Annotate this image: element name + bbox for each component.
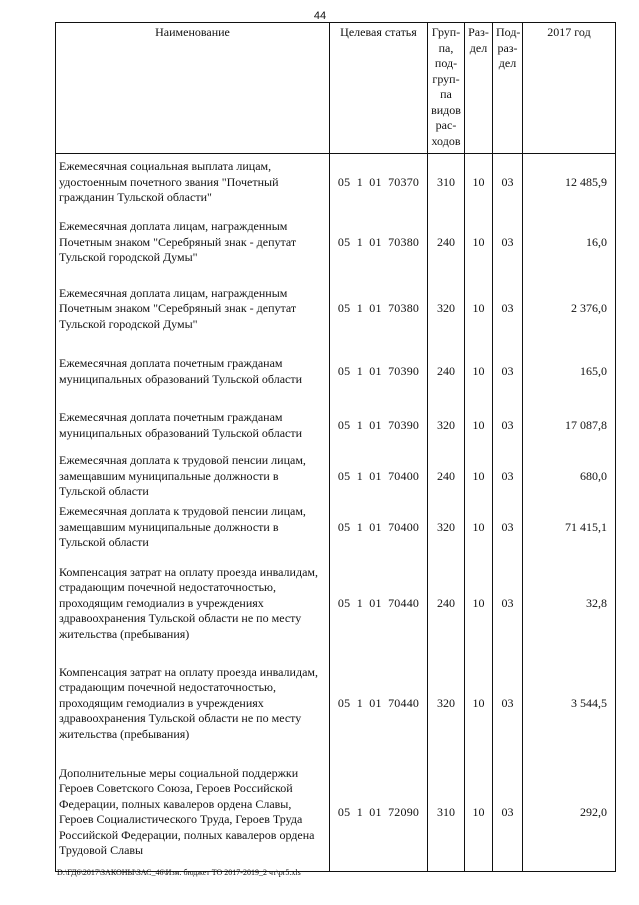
file-path-footer: D:\ГД6\2017\ЗАКОНЫ\ЗАС_46\Изм. бюджет ТО 2017-2019_2 чт\pr5.xls — [57, 868, 301, 877]
header-year: 2017 год — [523, 23, 616, 154]
header-name: Наименование — [56, 23, 330, 154]
table-row — [56, 754, 616, 872]
row-name: Ежемесячная социальная выплата лицам, удостоенным почетного звания "Почетный гражданин Тульской области" — [56, 154, 330, 211]
row-name: Компенсация затрат на оплату проезда инвалидам, страдающим почечной недостаточностью, проходящим гемодиализ в учреждениях здравоохранения Тульской области не по месту жительства (пребывания) — [56, 554, 330, 654]
row-section: 10 — [465, 211, 493, 275]
row-group: 240 — [428, 554, 465, 654]
header-target: Целевая статья — [330, 23, 428, 154]
row-section: 10 — [465, 275, 493, 344]
row-section: 10 — [465, 344, 493, 400]
table-row — [56, 154, 616, 211]
row-subsection: 03 — [493, 275, 523, 344]
row-subsection: 03 — [493, 654, 523, 754]
row-code: 05 1 01 70400 — [330, 502, 428, 554]
row-section: 10 — [465, 654, 493, 754]
row-amount: 71 415,1 — [523, 502, 616, 554]
row-name: Дополнительные меры социальной поддержки Героев Советского Союза, Героев Российской Федерации, полных кавалеров ордена Славы, Героев Социалистического Труда, Героев Труда Российской Федерации, полных кавалеров ордена Трудовой Славы — [56, 754, 330, 872]
table-row — [56, 452, 616, 502]
row-group: 310 — [428, 154, 465, 211]
row-code: 05 1 01 70440 — [330, 554, 428, 654]
row-subsection: 03 — [493, 502, 523, 554]
row-code: 05 1 01 72090 — [330, 754, 428, 872]
row-amount: 292,0 — [523, 754, 616, 872]
row-subsection: 03 — [493, 344, 523, 400]
row-name: Ежемесячная доплата почетным гражданам муниципальных образований Тульской области — [56, 344, 330, 400]
row-name: Ежемесячная доплата к трудовой пенсии лицам, замещавшим муниципальные должности в Тульской области — [56, 502, 330, 554]
row-code: 05 1 01 70380 — [330, 211, 428, 275]
row-name: Компенсация затрат на оплату проезда инвалидам, страдающим почечной недостаточностью, проходящим гемодиализ в учреждениях здравоохранения Тульской области не по месту жительства (пребывания) — [56, 654, 330, 754]
row-amount: 12 485,9 — [523, 154, 616, 211]
row-amount: 16,0 — [523, 211, 616, 275]
row-group: 320 — [428, 654, 465, 754]
table-row — [56, 211, 616, 275]
table-row — [56, 554, 616, 654]
table-row — [56, 654, 616, 754]
row-code: 05 1 01 70400 — [330, 452, 428, 502]
row-section: 10 — [465, 400, 493, 452]
row-subsection: 03 — [493, 400, 523, 452]
row-code: 05 1 01 70390 — [330, 344, 428, 400]
header-subsection: Под- раз- дел — [493, 23, 523, 154]
row-subsection: 03 — [493, 211, 523, 275]
row-group: 320 — [428, 400, 465, 452]
row-amount: 3 544,5 — [523, 654, 616, 754]
row-subsection: 03 — [493, 452, 523, 502]
row-group: 240 — [428, 452, 465, 502]
row-section: 10 — [465, 554, 493, 654]
row-name: Ежемесячная доплата почетным гражданам муниципальных образований Тульской области — [56, 400, 330, 452]
row-group: 320 — [428, 502, 465, 554]
table-row — [56, 275, 616, 344]
row-section: 10 — [465, 452, 493, 502]
table-header-row — [56, 23, 616, 154]
header-group: Груп- па, под- груп- па видов рас- ходов — [428, 23, 465, 154]
budget-table — [55, 22, 616, 872]
row-code: 05 1 01 70380 — [330, 275, 428, 344]
row-group: 310 — [428, 754, 465, 872]
table-row — [56, 344, 616, 400]
row-amount: 680,0 — [523, 452, 616, 502]
row-group: 240 — [428, 344, 465, 400]
row-name: Ежемесячная доплата лицам, награжденным Почетным знаком "Серебряный знак - депутат Тульской городской Думы" — [56, 211, 330, 275]
row-section: 10 — [465, 502, 493, 554]
row-code: 05 1 01 70440 — [330, 654, 428, 754]
row-name: Ежемесячная доплата лицам, награжденным Почетным знаком "Серебряный знак - депутат Тульской городской Думы" — [56, 275, 330, 344]
row-name: Ежемесячная доплата к трудовой пенсии лицам, замещавшим муниципальные должности в Тульской области — [56, 452, 330, 502]
row-amount: 32,8 — [523, 554, 616, 654]
row-code: 05 1 01 70390 — [330, 400, 428, 452]
row-subsection: 03 — [493, 554, 523, 654]
row-group: 320 — [428, 275, 465, 344]
row-amount: 17 087,8 — [523, 400, 616, 452]
row-section: 10 — [465, 154, 493, 211]
header-section: Раз- дел — [465, 23, 493, 154]
row-subsection: 03 — [493, 154, 523, 211]
row-code: 05 1 01 70370 — [330, 154, 428, 211]
row-amount: 2 376,0 — [523, 275, 616, 344]
row-amount: 165,0 — [523, 344, 616, 400]
row-subsection: 03 — [493, 754, 523, 872]
row-group: 240 — [428, 211, 465, 275]
page-number: 44 — [313, 10, 327, 22]
table-row — [56, 400, 616, 452]
row-section: 10 — [465, 754, 493, 872]
table-row — [56, 502, 616, 554]
